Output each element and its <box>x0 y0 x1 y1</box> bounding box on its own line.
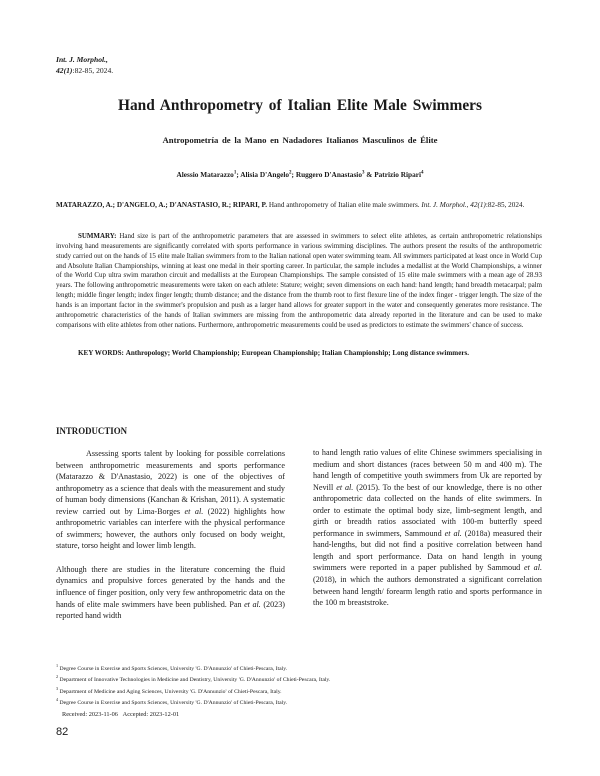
text-run: Although there are studies in the literature concerning the fluid dynamics and propulsive forces generated by the hands and the influence of finger position, only very few anthropometric data on the hands of elite male swimmers have been published. Pan <box>56 564 285 609</box>
author-affiliation: 3 <box>361 170 365 176</box>
text-run-italic: et al. <box>524 563 543 573</box>
author-name: Alisia D'Angelo <box>240 170 290 179</box>
abstract <box>56 232 542 330</box>
author-separator: ; <box>291 170 296 179</box>
author-name: Patrizio Ripari <box>374 170 422 179</box>
paragraph <box>313 447 542 609</box>
text-run: (2018), in which the authors demonstrated a significant correlation between hand length/ forearm length ratio and sports performance in the 100 m breaststroke. <box>313 575 542 608</box>
citation-journal: Int. J. Morphol., 42(1) <box>421 201 486 209</box>
author-affiliation: 1 <box>233 170 237 176</box>
abstract-label: SUMMARY: <box>78 232 117 240</box>
journal-name: Int. J. Morphol., <box>56 55 108 64</box>
author-affiliation: 2 <box>289 170 292 176</box>
paragraph <box>56 448 285 552</box>
text-run-italic: et al. <box>244 599 261 609</box>
text-run: (2018a) measured their hand-lengths, but did not find a positive correlation between hand length and sport performance. Data on hand length in young swimmers were reported in a paper published by Sammoud <box>313 528 542 573</box>
citation <box>56 200 542 211</box>
journal-header <box>56 55 113 76</box>
keywords-text: Anthropology; World Championship; European Championship; Italian Championship; Long distance swimmers. <box>125 349 470 357</box>
right-column <box>313 447 542 621</box>
keywords-label: KEY WORDS: <box>78 349 124 357</box>
citation-title: Hand anthropometry of Italian elite male swimmers. <box>268 201 420 209</box>
citation-pages: :82-85, 2024. <box>485 201 525 209</box>
paragraph <box>56 564 285 622</box>
citation-authors: MATARAZZO, A.; D'ANGELO, A.; D'ANASTASIO, R.; RIPARI, P. <box>56 201 268 209</box>
text-run-italic: et al. <box>184 506 204 516</box>
footnote <box>56 696 542 707</box>
text-run: (2022) highlights how anthropometric variables can interfere with the physical performance of swimmers; however, the authors only focused on body weight, stature, torso height and lower limb length. <box>56 506 285 551</box>
journal-volume: 42(1) <box>56 65 73 75</box>
received-date: Received: 2023-11-06 <box>62 711 118 718</box>
text-run: Assessing sports talent by looking for possible correlations between anthropometric measurements and sports performance (Matarazzo & D'Anastasio, 2022) is one of the objectives of anthropometry as a science that deals with the measurement and study of human body dimensions (Kanchan & Krishan, 2011). A systematic review carried out by Lima-Borges <box>56 449 285 516</box>
text-run-italic: et al. <box>336 482 354 492</box>
author-affiliation: 4 <box>421 170 424 176</box>
author-name: Alessio Matarazzo <box>176 170 234 179</box>
left-column <box>56 448 285 634</box>
footnote-text: Degree Course in Exercise and Sports Sciences, University 'G. D'Annunzio' of Chieti-Pescara, Italy. <box>59 665 288 672</box>
text-run: (2023) reported hand width <box>56 599 286 621</box>
abstract-text: Hand size is part of the anthropometric parameters that are assessed in swimmers to select elite athletes, as certain anthropometric relationships involving hand measurements are significantly correlated with sports performance in various swimming disciplines. The authors present the results of the anthropometric study carried out on the hands of 15 elite male Italian swimmers from to the Italian national open water swimming team. All swimmers participated at least once in World Cup and Absolute Italian Championships, winning at least one medal in their sporting career. In particular, the sample includes a medallist at the World Championships, a winner of the World Cup ultra swim marathon circuit and medallists at the European Championships. The sample consisted of 15 elite male swimmers with a mean age of 28.93 years. The following anthropometric measurements were taken on each athlete: Stature; weight; seven dimensions on each hand: hand length; hand breadth metacarpal; palm length; middle finger length; index finger length; thumb distance; and the distance from the thumb root to first flexure line of the index finger - trigger length. The size of the hands is an important factor in the swimmer's propulsion and push as a larger hand allows for greater support in the water and consequently generates more resistance. The anthropometric characteristics of the hands of Italian swimmers are missing from the anthropometric data already reported in the literature and can be used to make comparisons with elite athletes from other nations. Furthermore, anthropometric measurements could be used as predictors to estimate the swimmers' chance of success. <box>56 232 543 329</box>
footnote <box>56 685 542 696</box>
footnote <box>56 673 542 684</box>
text-run: (2015). To the best of our knowledge, there is no other anthropometric data collected on the hands of elite swimmers. In order to estimate the optimal body size, limb-segment length, and girth or breadth ratios associated with 100-m butterfly speed performance in swimmers, Sammound <box>313 482 543 538</box>
author-name: Ruggero D'Anastasio <box>295 170 362 179</box>
footnote-number: 2 <box>56 674 59 680</box>
text-run-italic: et al. <box>444 528 462 538</box>
author-separator: ; <box>236 170 241 179</box>
author-separator: & <box>364 170 375 179</box>
article-subtitle: Antropometría de la Mano en Nadadores Italianos Masculinos de Élite <box>162 135 438 145</box>
journal-pages-year: :82-85, 2024. <box>72 65 114 75</box>
text-run: to hand length ratio values of elite Chinese swimmers specialising in medium and short distances (races between 50 m and 400 m). The hand length of competitive youth swimmers from Uk are reported by Nevill <box>313 448 542 492</box>
footnote-number: 3 <box>56 685 59 691</box>
footnotes <box>56 662 542 708</box>
footnote-text: Department of Innovative Technologies in Medicine and Dentistry, University 'G. D'Annunzio' of Chieti-Pescara, Italy. <box>59 677 331 684</box>
dates <box>62 711 179 718</box>
footnote <box>56 662 542 673</box>
footnote-text: Department of Medicine and Aging Sciences, University 'G. D'Annunzio' of Chieti-Pescara, Italy. <box>59 688 282 695</box>
footnote-number: 1 <box>56 663 59 668</box>
footnote-number: 4 <box>56 697 59 703</box>
section-heading: INTRODUCTION <box>56 426 128 436</box>
article-title: Hand Anthropometry of Italian Elite Male Swimmers <box>118 97 482 114</box>
keywords <box>56 348 542 359</box>
accepted-date: Accepted: 2023-12-01 <box>122 711 180 718</box>
author-list <box>0 170 600 179</box>
page-number: 82 <box>56 726 69 738</box>
footnote-text: Degree Course in Exercise and Sports Sciences, University 'G. D'Annunzio' of Chieti-Pescara, Italy. <box>59 700 288 707</box>
